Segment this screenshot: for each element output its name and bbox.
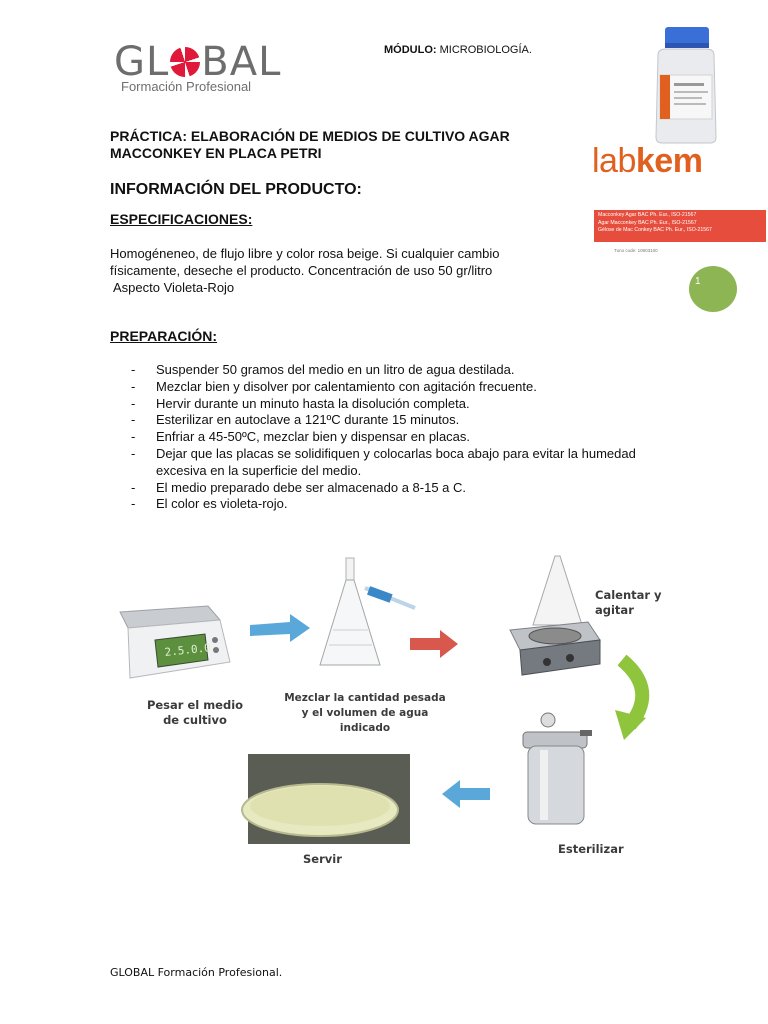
label-calentar: Calentar y agitar (595, 588, 662, 617)
labkem-lab: lab (592, 142, 636, 180)
specifications-text (110, 245, 570, 296)
label-servir: Servir (303, 852, 342, 866)
module-heading (384, 44, 532, 56)
preparation-heading: PREPARACIÓN: (110, 328, 218, 344)
flask-image (320, 558, 380, 665)
module-value: MICROBIOLOGÍA. (439, 44, 532, 56)
labkem-logo (592, 141, 702, 181)
arrow-right-icon (250, 614, 310, 642)
page-number: 1 (695, 276, 701, 287)
global-logo (114, 40, 281, 84)
prep-step: - Mezclar bien y disolver por calentamiento con agitación frecuente. (128, 379, 668, 396)
page-number-badge (689, 266, 737, 312)
product-info-heading: INFORMACIÓN DEL PRODUCTO: (110, 181, 362, 198)
label-line: Agar Macconkey BAC Ph. Eur., ISO-21567 (598, 219, 697, 226)
scale-display: 2.5.0.0 (163, 641, 212, 659)
prep-step: - Dejar que las placas se solidifiquen y colocarlas boca abajo para evitar la humedad excesiva en la superficie del medio. (128, 446, 668, 480)
label-esterilizar: Esterilizar (558, 842, 624, 856)
product-bottle-image (648, 25, 724, 145)
logo-globe-icon (170, 47, 200, 77)
arrow-left-icon (442, 780, 490, 808)
spec-paragraph: Homogéneneo, de flujo libre y color rosa beige. Si cualquier cambio físicamente, deseche el producto. Concentración de uso 50 gr/litro (110, 246, 500, 278)
preparation-steps (128, 362, 668, 513)
label-line: Gélose de Mac Conkey BAC Ph. Eur., ISO-21567 (598, 227, 712, 233)
prep-step: - El medio preparado debe ser almacenado a 8-15 a C. (128, 480, 668, 497)
spec-aspect: Aspecto Violeta-Rojo (113, 280, 235, 295)
module-label: MÓDULO: (384, 44, 437, 56)
logo-subtitle: Formación Profesional (121, 79, 252, 94)
logo-text-gl: GL (114, 39, 170, 85)
label-mezclar: Mezclar la cantidad pesada y el volumen de agua indicado (284, 692, 446, 734)
hotplate-image (510, 556, 600, 675)
specifications-heading: ESPECIFICACIONES: (110, 211, 253, 227)
label-line: Macconkey Agar BAC Ph. Eur., ISO-21567 (598, 212, 697, 218)
product-label-box (594, 210, 766, 242)
logo-text-bal: BAL (201, 39, 282, 85)
prep-step: - Suspender 50 gramos del medio en un litro de agua destilada. (128, 362, 668, 379)
prep-step: - Hervir durante un minuto hasta la disolución completa. (128, 396, 668, 413)
preparation-diagram (110, 550, 690, 880)
prep-step: - El color es violeta-rojo. (128, 496, 668, 513)
arrow-right-icon (410, 630, 458, 658)
petri-dish-image (242, 754, 410, 844)
scale-image (120, 606, 230, 678)
prep-step: - Esterilizar en autoclave a 121ºC durante 15 minutos. (128, 412, 668, 429)
pipette-image (365, 586, 415, 608)
practice-title: PRÁCTICA: ELABORACIÓN DE MEDIOS DE CULTIVO AGAR MACCONKEY EN PLACA PETRI (110, 128, 510, 161)
page-footer: GLOBAL Formación Profesional. (110, 966, 283, 979)
labkem-kem: kem (635, 142, 703, 180)
product-code: Tuno code: 10603100 (614, 248, 658, 253)
label-pesar: Pesar el medio de cultivo (146, 698, 244, 727)
prep-step: - Enfriar a 45-50ºC, mezclar bien y dispensar en placas. (128, 429, 668, 446)
autoclave-image (523, 713, 592, 824)
